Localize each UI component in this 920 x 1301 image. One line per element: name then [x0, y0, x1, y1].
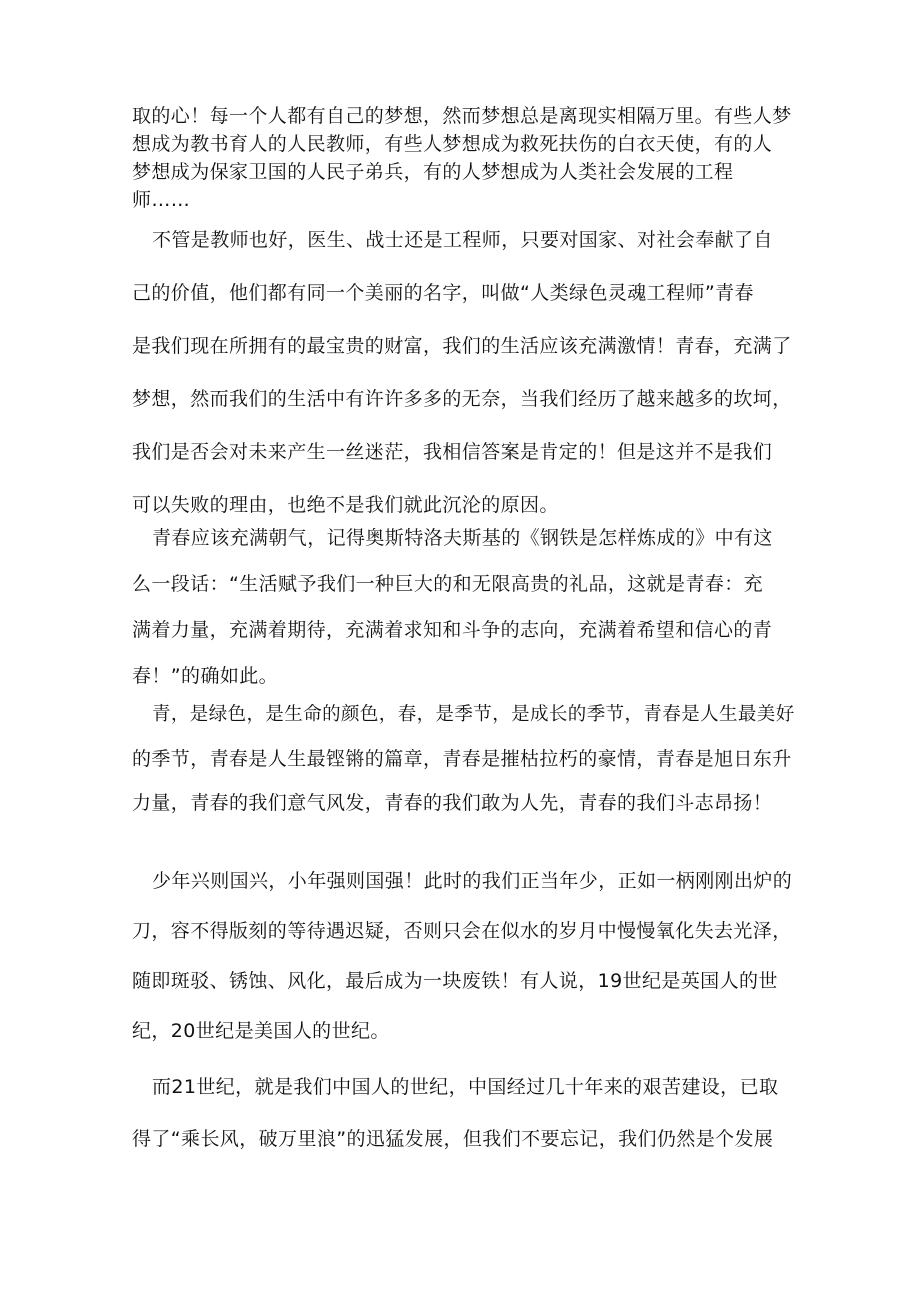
paragraph-1 — [132, 102, 802, 214]
text-line: 不管是教师也好，医生、战士还是工程师，只要对国家、对社会奉献了自 — [152, 229, 773, 251]
text-line: 少年兴则国兴，小年强则国强！此时的我们正当年少，正如一柄刚刚出炉的 — [152, 870, 793, 892]
text-line: 青春应该充满朝气，记得奥斯特洛夫斯基的《钢铁是怎样炼成的》中有这 — [152, 527, 773, 549]
text-line: 刀，容不得版刻的等待遇迟疑，否则只会在似水的岁月中慢慢氧化失去光泽， — [132, 920, 792, 942]
paragraph-2 — [132, 214, 802, 532]
text-line: 想成为教书育人的人民教师，有些人梦想成为救死扶伤的白衣天使，有的人 — [132, 133, 773, 155]
text-line: 纪，20世纪是美国人的世纪。 — [132, 1020, 390, 1042]
text-line: 满着力量，充满着期待，充满着求知和斗争的志向，充满着希望和信心的青 — [132, 619, 773, 641]
text-line: 力量，青春的我们意气风发，青春的我们敢为人先，青春的我们斗志昂扬！ — [132, 792, 773, 814]
text-line: 的季节，青春是人生最铿锵的篇章，青春是摧枯拉朽的豪情，青春是旭日东升 — [132, 748, 792, 770]
paragraph-4 — [132, 693, 802, 825]
text-line: 春！”的确如此。 — [132, 665, 279, 687]
text-line: 随即斑驳、锈蚀、风化，最后成为一块废铁！有人说，19世纪是英国人的世 — [132, 970, 778, 992]
text-line: 己的价值，他们都有同一个美丽的名字，叫做“人类绿色灵魂工程师”青春 — [132, 282, 754, 304]
text-line: 可以失败的理由，也绝不是我们就此沉沦的原因。 — [132, 494, 559, 516]
text-line: 我们是否会对未来产生一丝迷茫，我相信答案是肯定的！但是这并不是我们 — [132, 441, 773, 463]
text-line: 么一段话：“生活赋予我们一种巨大的和无限高贵的礼品，这就是青春：充 — [132, 573, 764, 595]
text-line: 师…… — [132, 189, 191, 211]
text-line: 取的心！每一个人都有自己的梦想，然而梦想总是离现实相隔万里。有些人梦 — [132, 105, 792, 127]
text-line: 得了“乘长风，破万里浪”的迅猛发展，但我们不要忘记，我们仍然是个发展 — [132, 1128, 774, 1150]
paragraph-3 — [132, 515, 802, 699]
text-line: 梦想成为保家卫国的人民子弟兵，有的人梦想成为人类社会发展的工程 — [132, 161, 734, 183]
paragraph-5 — [132, 856, 802, 1056]
text-line: 而21世纪，就是我们中国人的世纪，中国经过几十年来的艰苦建设，已取 — [152, 1076, 779, 1098]
text-line: 青，是绿色，是生命的颜色，春，是季节，是成长的季节，青春是人生最美好 — [152, 704, 795, 725]
text-line: 是我们现在所拥有的最宝贵的财富，我们的生活应该充满激情！青春，充满了 — [132, 335, 792, 357]
paragraph-6 — [132, 1061, 802, 1165]
text-line: 梦想，然而我们的生活中有许许多多的无奈，当我们经历了越来越多的坎坷， — [132, 388, 792, 410]
